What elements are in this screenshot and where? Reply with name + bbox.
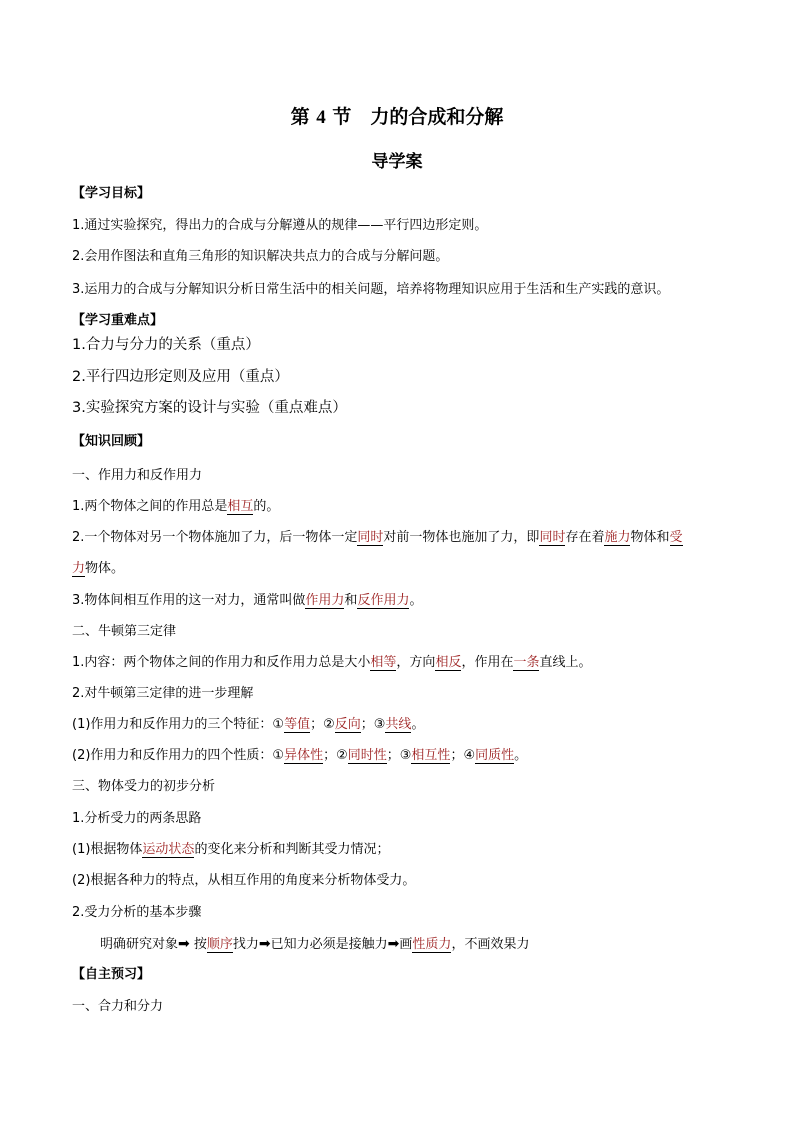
answer-blank: 相反	[435, 655, 462, 670]
review-line: 2.受力分析的基本步骤	[72, 905, 202, 920]
goal-item: 3.运用力的合成与分解知识分析日常生活中的相关问题，培养将物理知识应用于生活和生产实践的意识。	[72, 282, 670, 297]
answer-blank: 运动状态	[142, 842, 195, 857]
answer-blank: 同时	[357, 530, 384, 545]
review-line: 2.一个物体对另一个物体施加了力，后一物体一定同时对前一物体也施加了力，即同时存在着施力物体和受	[72, 530, 683, 545]
right-arrow-icon: ➡	[387, 936, 400, 952]
section-heading-review: 【知识回顾】	[72, 434, 151, 449]
subsection-title: 一、合力和分力	[72, 999, 164, 1014]
page-subtitle: 导学案	[371, 152, 423, 172]
subsection-title: 二、牛顿第三定律	[72, 624, 177, 639]
review-line: (1)作用力和反作用力的三个特征：①等值；②反向；③共线。	[72, 717, 425, 732]
answer-blank: 一条	[513, 655, 540, 670]
answer-blank: 顺序	[206, 937, 233, 952]
answer-blank: 相互性	[411, 748, 451, 763]
answer-blank: 性质力	[412, 937, 452, 952]
subsection-title: 三、物体受力的初步分析	[72, 779, 216, 794]
answer-blank: 等值	[284, 717, 311, 732]
section-heading-key-points: 【学习重难点】	[72, 313, 164, 328]
answer-blank: 反作用力	[357, 593, 410, 608]
page-title: 第 4 节 力的合成和分解	[290, 106, 504, 128]
answer-blank: 反向	[334, 717, 361, 732]
review-line: 1.内容：两个物体之间的作用力和反作用力总是大小相等，方向相反，作用在一条直线上。	[72, 655, 592, 670]
answer-blank: 同时	[539, 530, 566, 545]
section-heading-goals: 【学习目标】	[72, 186, 151, 201]
answer-blank: 同时性	[347, 748, 387, 763]
review-line: (1)根据物体运动状态的变化来分析和判断其受力情况；	[72, 842, 390, 857]
goal-item: 1.通过实验探究，得出力的合成与分解遵从的规律——平行四边形定则。	[72, 218, 488, 233]
review-line: (2)根据各种力的特点，从相互作用的角度来分析物体受力。	[72, 873, 416, 888]
key-point-item: 1.合力与分力的关系（重点）	[72, 337, 260, 353]
key-point-item: 3.实验探究方案的设计与实验（重点难点）	[72, 400, 347, 416]
right-arrow-icon: ➡	[258, 936, 271, 952]
review-line: 2.对牛顿第三定律的进一步理解	[72, 686, 254, 701]
answer-blank: 作用力	[305, 593, 345, 608]
answer-blank: 共线	[385, 717, 412, 732]
review-line: 力物体。	[72, 561, 125, 576]
key-point-item: 2.平行四边形定则及应用（重点）	[72, 369, 289, 385]
answer-blank: 力	[72, 561, 86, 576]
review-line: 1.分析受力的两条思路	[72, 811, 202, 826]
answer-blank: 受	[669, 530, 683, 545]
answer-blank: 异体性	[284, 748, 324, 763]
answer-blank: 相等	[370, 655, 397, 670]
subsection-title: 一、作用力和反作用力	[72, 468, 203, 483]
right-arrow-icon: ➡	[178, 936, 190, 952]
review-line: 3.物体间相互作用的这一对力，通常叫做作用力和反作用力。	[72, 593, 423, 608]
answer-blank: 相互	[227, 499, 254, 514]
answer-blank: 施力	[604, 530, 631, 545]
step-flow: 明确研究对象➡ 按顺序找力➡已知力必须是接触力➡画性质力，不画效果力	[100, 936, 530, 952]
goal-item: 2.会用作图法和直角三角形的知识解决共点力的合成与分解问题。	[72, 249, 449, 264]
section-heading-preview: 【自主预习】	[72, 967, 151, 982]
review-line: (2)作用力和反作用力的四个性质：①异体性；②同时性；③相互性；④同质性。	[72, 748, 528, 763]
review-line: 1.两个物体之间的作用总是相互的。	[72, 499, 280, 514]
answer-blank: 同质性	[475, 748, 515, 763]
